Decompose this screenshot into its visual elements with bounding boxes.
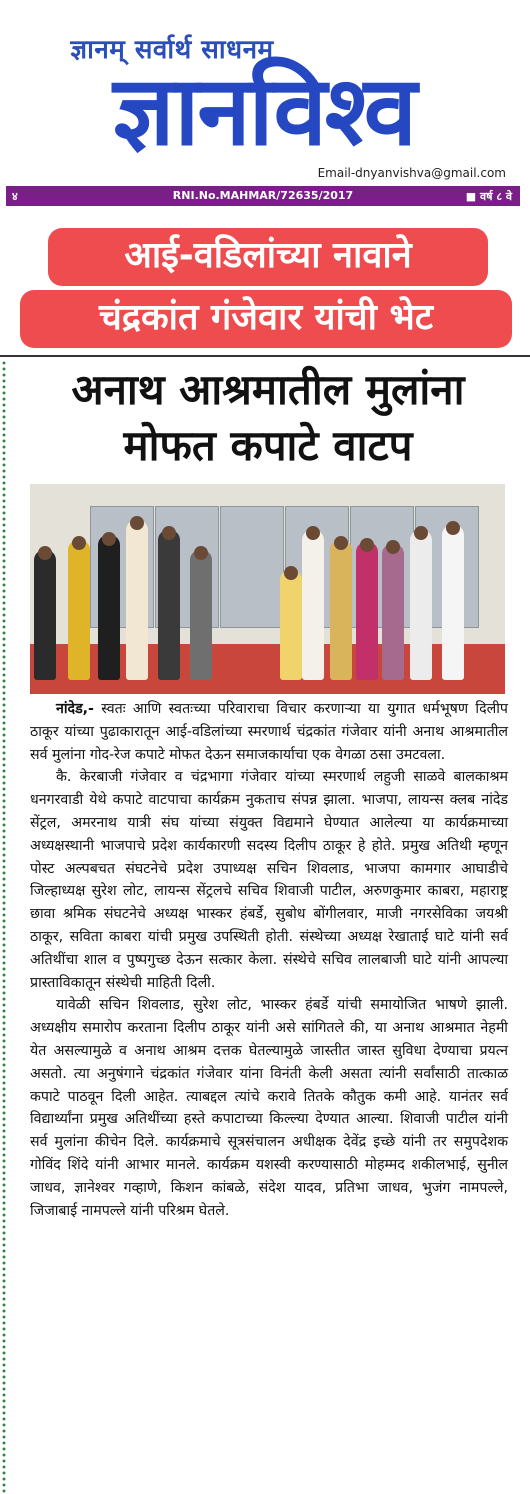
photo-person — [158, 530, 180, 680]
photo-person — [302, 530, 324, 680]
photo-person — [126, 520, 148, 680]
photo-person — [330, 540, 352, 680]
photo-person-head — [102, 532, 116, 546]
photo-person — [410, 530, 432, 680]
photo-person-head — [284, 566, 298, 580]
article-dateline: नांदेड,- — [56, 701, 94, 717]
section-rule — [0, 355, 530, 357]
article-paragraph-text: स्वतः आणि स्वतःच्या परिवाराचा विचार करणाऱ्या या युगात धर्मभूषण दिलीप ठाकूर यांच्या पुढाकारातून आई-वडिलांच्या स्मरणार्थ चंद्रकांत गंजेवार यांनी अनाथ आश्रमातील सर्व मुलांना गोद-रेज कपाटे मोफत देऊन समाजकार्याचा एक वेगळा ठसा उमटवला. — [30, 701, 508, 763]
dotted-border — [2, 360, 6, 1494]
photo-person — [68, 540, 90, 680]
headline — [18, 362, 518, 474]
headline-line-1: अनाथ आश्रमातील मुलांना — [71, 365, 465, 414]
kicker-banner — [20, 228, 512, 354]
masthead — [0, 0, 530, 210]
photo-person — [442, 525, 464, 680]
photo-person — [98, 535, 120, 680]
photo-person-head — [306, 526, 320, 540]
photo-person-head — [38, 546, 52, 560]
rni-number: RNI.No.MAHMAR/72635/2017 — [172, 189, 354, 202]
headline-line-2: मोफत कपाटे वाटप — [123, 421, 413, 470]
photo-person-head — [72, 536, 86, 550]
kicker-line-1: आई-वडिलांच्या नावाने — [48, 228, 488, 286]
event-photo — [30, 484, 505, 694]
masthead-email: Email-dnyanvishva@gmail.com — [317, 166, 506, 180]
article-paragraph — [30, 698, 508, 766]
photo-person — [280, 570, 302, 680]
newspaper-logo: ज्ञानविश्व — [112, 55, 416, 167]
photo-person-head — [162, 526, 176, 540]
masthead-ribbon — [6, 186, 520, 206]
kicker-line-2: चंद्रकांत गंजेवार यांची भेट — [20, 290, 512, 348]
photo-person-head — [446, 521, 460, 535]
photo-person-head — [360, 538, 374, 552]
article-body — [30, 698, 508, 1222]
photo-person-head — [414, 526, 428, 540]
masthead-tagline: ज्ञानम् सर्वार्थ साधनम् — [70, 35, 274, 65]
article-paragraph: कै. केरबाजी गंजेवार व चंद्रभागा गंजेवार यांच्या स्मरणार्थ लहुजी साळवे बालकाश्रम धनगरवाडी येथे कपाटे वाटपाचा कार्यक्रम नुकताच संपन्न झाला. भाजपा, लायन्स क्लब नांदेड सेंट्रल, अमरनाथ यात्री संघ यांच्या संयुक्त विद्यमाने घेण्यात आलेल्या या कार्यक्रमाच्या अध्यक्षस्थानी भाजपाचे प्रदेश कार्यकारणी सदस्य दिलीप ठाकूर हे होते. प्रमुख अतिथी म्हणून पोस्ट अल्पबचत संघटनेचे प्रदेश उपाध्यक्ष सचिन शिवलाड, भाजपा कामगार आघाडीचे जिल्हाध्यक्ष सुरेश लोट, लायन्स सेंट्रलचे सचिव शिवाजी पाटील, अरुणकुमार काबरा, महाराष्ट्र छावा श्रमिक संघटनेचे अध्यक्ष भास्कर हंबर्डे, सुबोध बोंगीलवार, माजी नगरसेविका जयश्री ठाकूर, सविता काबरा यांची प्रमुख उपस्थिती होती. संस्थेच्या अध्यक्ष रेखाताई घाटे यांनी सर्व अतिथींचा शाल व पुष्पगुच्छ देऊन सत्कार केला. संस्थेचे सचिव लालबाजी घाटे यांनी आपल्या प्रास्ताविकातून संस्थेची माहिती दिली. — [30, 769, 508, 991]
issue-number: ४ — [12, 190, 18, 203]
photo-person — [34, 550, 56, 680]
photo-person-head — [130, 516, 144, 530]
photo-person-head — [334, 536, 348, 550]
photo-person-head — [386, 540, 400, 554]
issue-year: ■ वर्ष ८ वे — [465, 190, 512, 203]
photo-person — [190, 550, 212, 680]
article-paragraph: यावेळी सचिन शिवलाड, सुरेश लोट, भास्कर हंबर्डे यांची समायोजित भाषणे झाली. अध्यक्षीय समारोप करताना दिलीप ठाकूर यांनी असे सांगितले की, या अनाथ आश्रमात नेहमी येत असल्यामुळे व अनाथ आश्रम दत्तक घेतल्यामुळे जास्तीत जास्त सुविधा देण्याचा प्रयत्न असतो. त्या अनुषंगाने चंद्रकांत गंजेवार यांना विनंती केली असता त्यांनी सर्वांसाठी तात्काळ कपाटे पाठवून दिली आहेत. त्याबद्दल त्यांचे करावे तितके कौतुक कमी आहे. यानंतर सर्व विद्यार्थ्यांना प्रमुख अतिथींच्या हस्ते कपाटाच्या किल्ल्या देण्यात आल्या. शिवाजी पाटील यांनी सर्व मुलांना कीचेन दिले. कार्यक्रमाचे सूत्रसंचालन अधीक्षक देवेंद्र इच्छे यांनी तर समुपदेशक गोविंद शिंदे यांनी आभार मानले. कार्यक्रम यशस्वी करण्यासाठी मोहम्मद शकीलभाई, सुनील जाधव, ज्ञानेश्वर गव्हाणे, किशन कांबळे, संदेश यादव, प्रतिभा जाधव, भुजंग नामपल्ले, जिजाबाई नामपल्ले यांनी परिश्रम घेतले. — [30, 997, 508, 1219]
photo-person-head — [194, 546, 208, 560]
photo-person — [356, 542, 378, 680]
photo-person — [382, 544, 404, 680]
photo-cupboard — [220, 506, 284, 628]
